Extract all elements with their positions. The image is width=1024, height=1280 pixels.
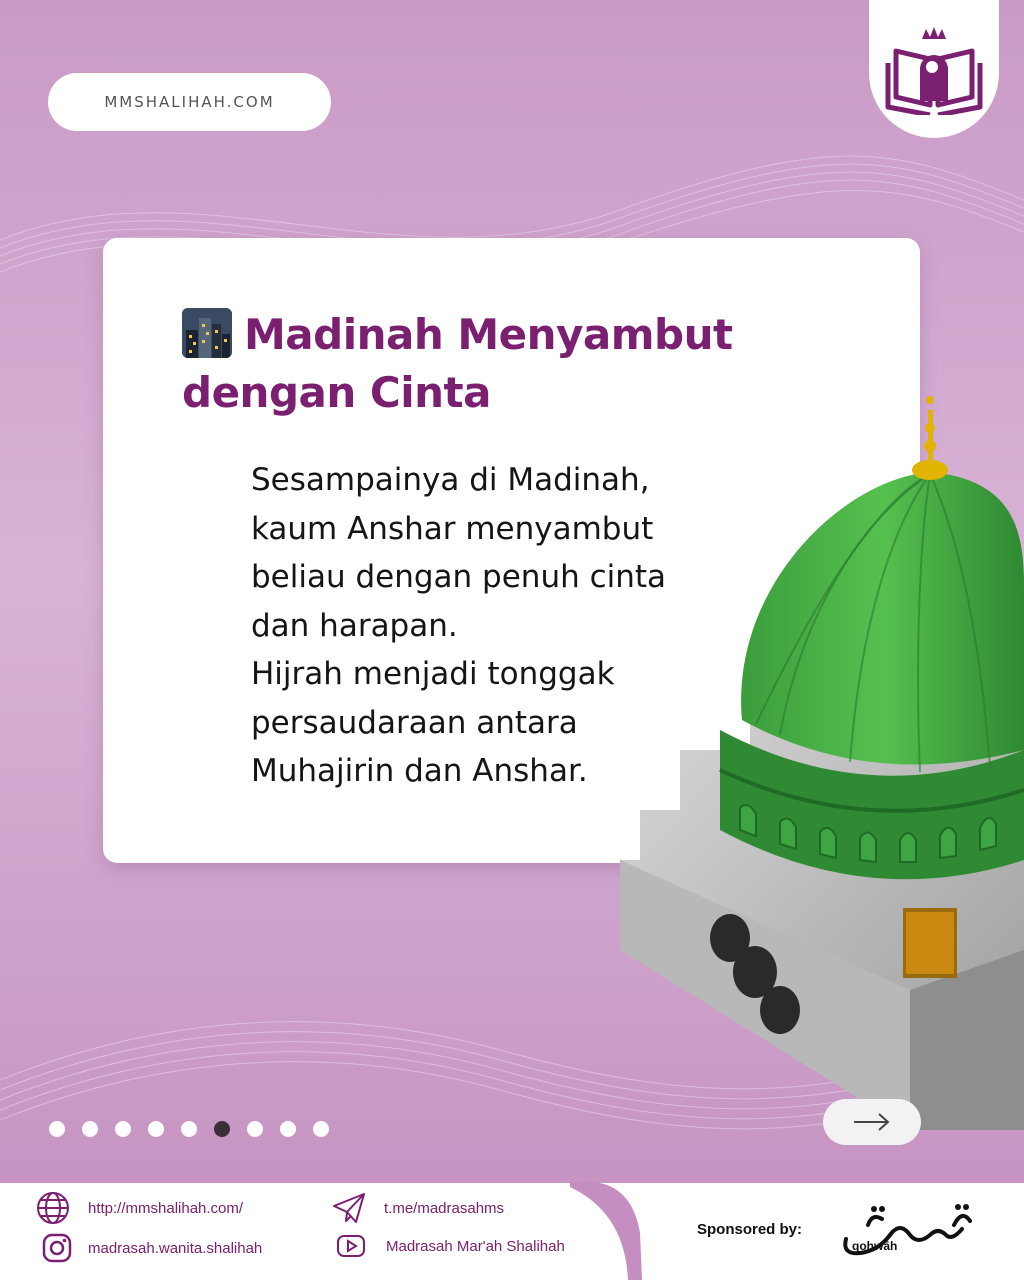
title-line-1: Madinah Menyambut <box>244 310 733 359</box>
title-line-2: dengan Cinta <box>182 368 491 417</box>
instagram-label: madrasah.wanita.shalihah <box>88 1239 263 1257</box>
brand-logo[interactable] <box>869 0 999 138</box>
body-line: dan harapan. <box>251 607 458 644</box>
globe-icon <box>36 1191 70 1225</box>
cityscape-icon <box>182 308 232 358</box>
qohwah-sponsor-logo[interactable] <box>838 1195 978 1269</box>
pagination-dots <box>49 1121 329 1137</box>
youtube-label: Madrasah Mar'ah Shalihah <box>386 1237 565 1255</box>
page-dot[interactable] <box>82 1121 98 1137</box>
page-dot[interactable] <box>181 1121 197 1137</box>
telegram-icon <box>332 1191 366 1225</box>
site-url-pill[interactable]: MMSHALIHAH.COM <box>48 73 331 131</box>
website-label: http://mmshalihah.com/ <box>88 1199 244 1217</box>
sponsor-latin-name: qohwāh <box>852 1239 898 1253</box>
footer-telegram[interactable] <box>332 1191 504 1225</box>
footer-swoosh-decoration <box>570 1173 660 1280</box>
page-dot[interactable] <box>148 1121 164 1137</box>
instagram-icon <box>42 1233 72 1263</box>
footer-website[interactable] <box>36 1191 243 1225</box>
youtube-icon <box>336 1231 366 1261</box>
body-line: Hijrah menjadi tonggak <box>251 656 615 692</box>
next-button[interactable] <box>823 1099 921 1145</box>
body-line: Sesampainya di Madinah, <box>251 462 650 498</box>
footer <box>0 1183 1024 1280</box>
footer-instagram[interactable] <box>42 1233 262 1263</box>
page-dot[interactable] <box>313 1121 329 1137</box>
green-dome-illustration <box>610 390 1024 1130</box>
telegram-label: t.me/madrasahms <box>384 1199 505 1217</box>
arrow-right-icon <box>852 1112 892 1132</box>
page-dot[interactable] <box>115 1121 131 1137</box>
page-dot[interactable] <box>280 1121 296 1137</box>
page-dot-active[interactable] <box>214 1121 230 1137</box>
book-crown-logo-icon <box>882 23 986 115</box>
page-dot[interactable] <box>49 1121 65 1137</box>
body-line: Muhajirin dan Anshar. <box>251 753 588 789</box>
body-line: kaum Anshar menyambut <box>251 510 654 547</box>
footer-youtube[interactable] <box>336 1231 565 1261</box>
sponsor-label: Sponsored by: <box>697 1221 803 1238</box>
body-line: beliau dengan penuh cinta <box>251 559 667 595</box>
page-dot[interactable] <box>247 1121 263 1137</box>
body-line: persaudaraan antara <box>251 704 578 741</box>
